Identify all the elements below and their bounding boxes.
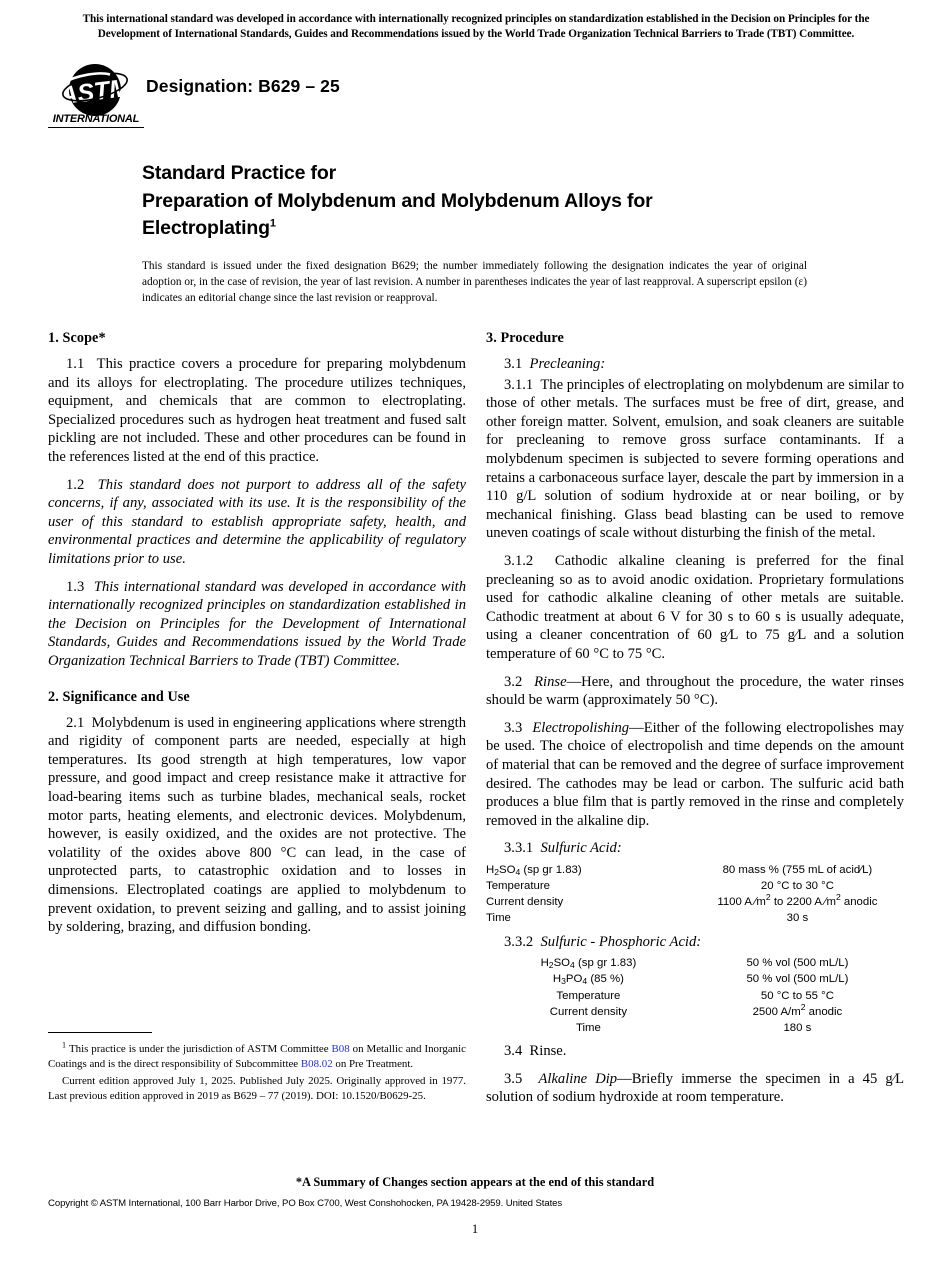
table-cell-label: $H_2SO_4$ (sp gr 1.83) [486,863,582,877]
paragraph-text-3-1-1: The principles of electroplating on molybdenum are similar to those of other metals. The surfaces must be free of dirt, grease, and other foreign matter. Solvent, emulsion, and soak cleaners are suitable for precleaning to remove gross surface contaminants. If a molybdenum specimen is subjected to severe forming operations and retains a carbonaceous surface layer, descale the part by immersion in a 110 g/L solution of sodium hydroxide at or near boiling, or by mechanical finishing. Glass bead blasting can be used to remove uneven coatings of scale without disturbing the finish of the metal. [486,376,904,542]
paragraph-3-4 [486,1042,904,1061]
footnote-text-c: on Pre Treatment. [332,1057,414,1070]
copyright-notice: Copyright © ASTM International, 100 Barr Harbor Drive, PO Box C700, West Conshohocken, PA 19428-2959. United States [48,1198,563,1209]
table-row [486,910,904,926]
table-cell-value: 1100 A $∕m^2$ to 2200 A $∕m^2$ anodic [717,892,878,909]
table-cell-value: 180 s [783,1021,812,1034]
footnote-edition: Current edition approved July 1, 2025. Published July 2025. Originally approved in 1977. Last previous edition approved in 2019 as B629 – 77 (2019). DOI: 10.1520/B0629-25. [48,1074,466,1102]
paragraph-number-3-5: 3.5 [504,1070,523,1087]
table-row [486,988,904,1004]
astm-logo [48,62,144,136]
section-heading-scope: 1. Scope* [48,330,106,346]
title-line-1: Standard Practice for [142,162,337,184]
paragraph-number-1-3: 1.3 [66,578,85,595]
table-row [486,1020,904,1036]
subheading-3-1 [486,355,904,374]
astm-logo-icon [48,62,144,120]
section-heading-significance: 2. Significance and Use [48,688,190,705]
left-column [48,330,466,946]
tbt-banner-line2: Development of International Standards, Guides and Recommendations issued by the World Trade Organization Technical Barriers to Trade (TBT) Committee. [97,27,855,40]
paragraph-text-3-4: Rinse. [529,1043,567,1060]
paragraph-title-3-5: Alkaline Dip [538,1070,618,1087]
paragraph-2-1 [48,714,466,937]
paragraph-number-3-2: 3.2 [504,673,523,690]
issuance-note: This standard is issued under the fixed designation B629; the number immediately following the designation indicates the year of original adoption or, in the case of revision, the year of last revision. A number in parentheses indicates the year of last reapproval. A superscript epsilon (ε) indicates an editorial change since the last revision or reapproval. [142,260,807,305]
paragraph-3-1-1 [486,376,904,543]
table-cell-label: Current density [549,1005,628,1018]
title-footnote-marker: 1 [269,217,276,230]
paragraph-text-2-1: Molybdenum is used in engineering applications where strength and rigidity of component parts are needed, especially at high temperatures. Its good strength at high temperatures, low vapor pressure, and good impact and creep resistance make it attractive for load-bearing items such as turbine blades, mechanical seals, rocket motor parts, heating elements, and electronic devices. Molybdenum, however, is easily oxidized, and the oxides are not protective. The volatility of the oxides above 800 °C can lead, in the case of unprotected parts, to catastrophic oxidation and to losses in dimensions. Electroplated coatings are applied to molybdenum to prevent oxidation, to prevent seizing and galling, and to assist joining by soldering, brazing, and diffusion bonding. [48,714,467,936]
section-heading-procedure: 3. Procedure [486,330,564,346]
table-cell-value: 2500 $A/m^2$ anodic [752,1001,843,1018]
footnote-text-a: This practice is under the jurisdiction of ASTM Committee [68,1043,332,1055]
table-cell-label: Time [575,1021,601,1034]
right-column [486,330,904,1116]
paragraph-3-5 [486,1070,904,1107]
footnote-text-b: on Metallic and Inorganic Coatings and is the direct responsibility of Subcommittee [48,1043,466,1070]
table-row [486,971,904,987]
title-line-3: Electroplating [142,217,270,240]
paragraph-number-2-1: 2.1 [66,714,85,731]
paragraph-3-3 [486,719,904,831]
tbt-banner [48,12,904,42]
table-row [486,862,904,878]
table-cell-label: $H_3PO_4$ (85 %) [552,973,624,987]
sulfuric-phosphoric-acid-table [486,955,904,1036]
table-cell-label: Temperature [556,989,621,1002]
footnote-divider [48,1032,152,1033]
page-title [142,160,842,243]
paragraph-3-1-2 [486,552,904,664]
paragraph-text-1-3: This international standard was developed in accordance with internationally recognized principles on standardization established in the Decision on Principles for the Development of International Standards, Guides and Recommendations issued by the World Trade Organization Technical Barriers to Trade (TBT) Committee. [48,578,467,669]
paragraph-number-3-1-1: 3.1.1 [504,376,534,393]
table-row [486,878,904,894]
paragraph-title-3-3: Electropolishing [532,719,630,736]
paragraph-text-1-2: This standard does not purport to address all of the safety concerns, if any, associated with its use. It is the responsibility of the user of this standard to establish appropriate safety, health, and environmental practices and determine the applicability of regulatory limitations prior to use. [48,476,466,567]
subheading-3-3-2 [486,933,904,952]
footnote-jurisdiction [48,1042,466,1072]
table-cell-label: Time [486,912,511,925]
paragraph-text-3-3: —Either of the following electropolishes may be used. The choice of electropolish and time depends on the amount of material that can be removed and the degree of surface improvement desired. The cathodes may be lead or carbon. The sulfuric acid bath produces a blue film that is partly removed in the rinse and completely removed in the alkaline dip. [486,719,905,829]
table-cell-value: 80 mass % (755 mL of acid∕L) [722,863,873,876]
footnote-block [48,1042,466,1104]
paragraph-title-3-2: Rinse [534,673,567,690]
title-line-2: Preparation of Molybdenum and Molybdenum Alloys for [142,189,653,212]
paragraph-1-2 [48,476,466,569]
subheading-3-3-1 [486,839,904,858]
page-number: 1 [471,1222,479,1236]
paragraph-text-3-1-2: Cathodic alkaline cleaning is preferred for the final precleaning so as to avoid anodic oxidation. Proprietary formulations used for cathodic alkaline cleaning of other metals are suitable. Cathodic treatment at about 6 V for 30 s to 60 s is usually adequate, using a cleaner concentration of 60 g∕L to 75 g∕L and a solution temperature of 60 °C to 75 °C. [486,552,905,662]
paragraph-number-3-1: 3.1 [504,356,523,373]
paragraph-number-3-1-2: 3.1.2 [504,552,534,569]
paragraph-number-1-2: 1.2 [66,476,85,493]
sulfuric-acid-table-body [486,862,904,927]
table-cell-value: 50 % vol (500 mL/L) [746,973,849,986]
subcommittee-link-b0802[interactable]: B08.02 [300,1057,333,1070]
committee-link-b08[interactable]: B08 [331,1043,350,1055]
subheading-text-3-3-2: Sulfuric - Phosphoric Acid: [540,933,702,950]
table-row [486,955,904,971]
subheading-text-3-3-1: Sulfuric Acid: [540,840,622,857]
table-cell-value: 20 °C to 30 °C [760,880,834,893]
table-cell-value: 50 °C to 55 °C [760,989,834,1002]
table-cell-label: Temperature [486,880,550,893]
table-cell-value: 50 % vol (500 mL/L) [746,957,849,970]
astm-logo-wordmark: INTERNATIONAL [48,114,144,128]
table-cell-label: $H_2SO_4$ (sp gr 1.83) [540,957,637,971]
paragraph-1-3 [48,578,466,671]
paragraph-number-3-3: 3.3 [504,719,523,736]
table-cell-label: Current density [486,896,564,909]
paragraph-number-1-1: 1.1 [66,356,85,373]
tbt-banner-line1: This international standard was developed in accordance with internationally recognized principles on standardization established in the Decision on Principles for the [82,13,870,25]
paragraph-text-3-5: —Briefly immerse the specimen in a 45 g∕L solution of sodium hydroxide at room temperature. [486,1070,905,1106]
table-cell-value: 30 s [786,912,809,925]
table-row [486,894,904,910]
subheading-text-3-1: Precleaning: [529,356,606,373]
summary-of-changes-note: *A Summary of Changes section appears at the end of this standard [295,1175,655,1189]
paragraph-number-3-3-2: 3.3.2 [504,933,534,950]
paragraph-text-1-1: This practice covers a procedure for preparing molybdenum and its alloys for electroplating. The procedure utilizes techniques, equipment, and chemicals that are common to electroplating. Specialized procedures such as hydrogen heat treatment and fused salt pickling are not included. These and other procedures can be found in the references listed at the end of this practice. [48,356,466,465]
paragraph-1-1 [48,355,466,467]
sulfuric-phosphoric-acid-table-body [486,955,904,1036]
table-row [486,1004,904,1020]
paragraph-number-3-4: 3.4 [504,1043,523,1060]
svg-text:ASTM: ASTM [57,73,132,111]
paragraph-number-3-3-1: 3.3.1 [504,840,534,857]
paragraph-3-2 [486,673,904,710]
sulfuric-acid-table [486,862,904,927]
designation-label: Designation: B629 – 25 [146,76,340,96]
footnote-marker: 1 [62,1040,66,1050]
paragraph-text-3-2: —Here, and throughout the procedure, the water rinses should be warm (approximately 50 °C). [486,673,904,709]
